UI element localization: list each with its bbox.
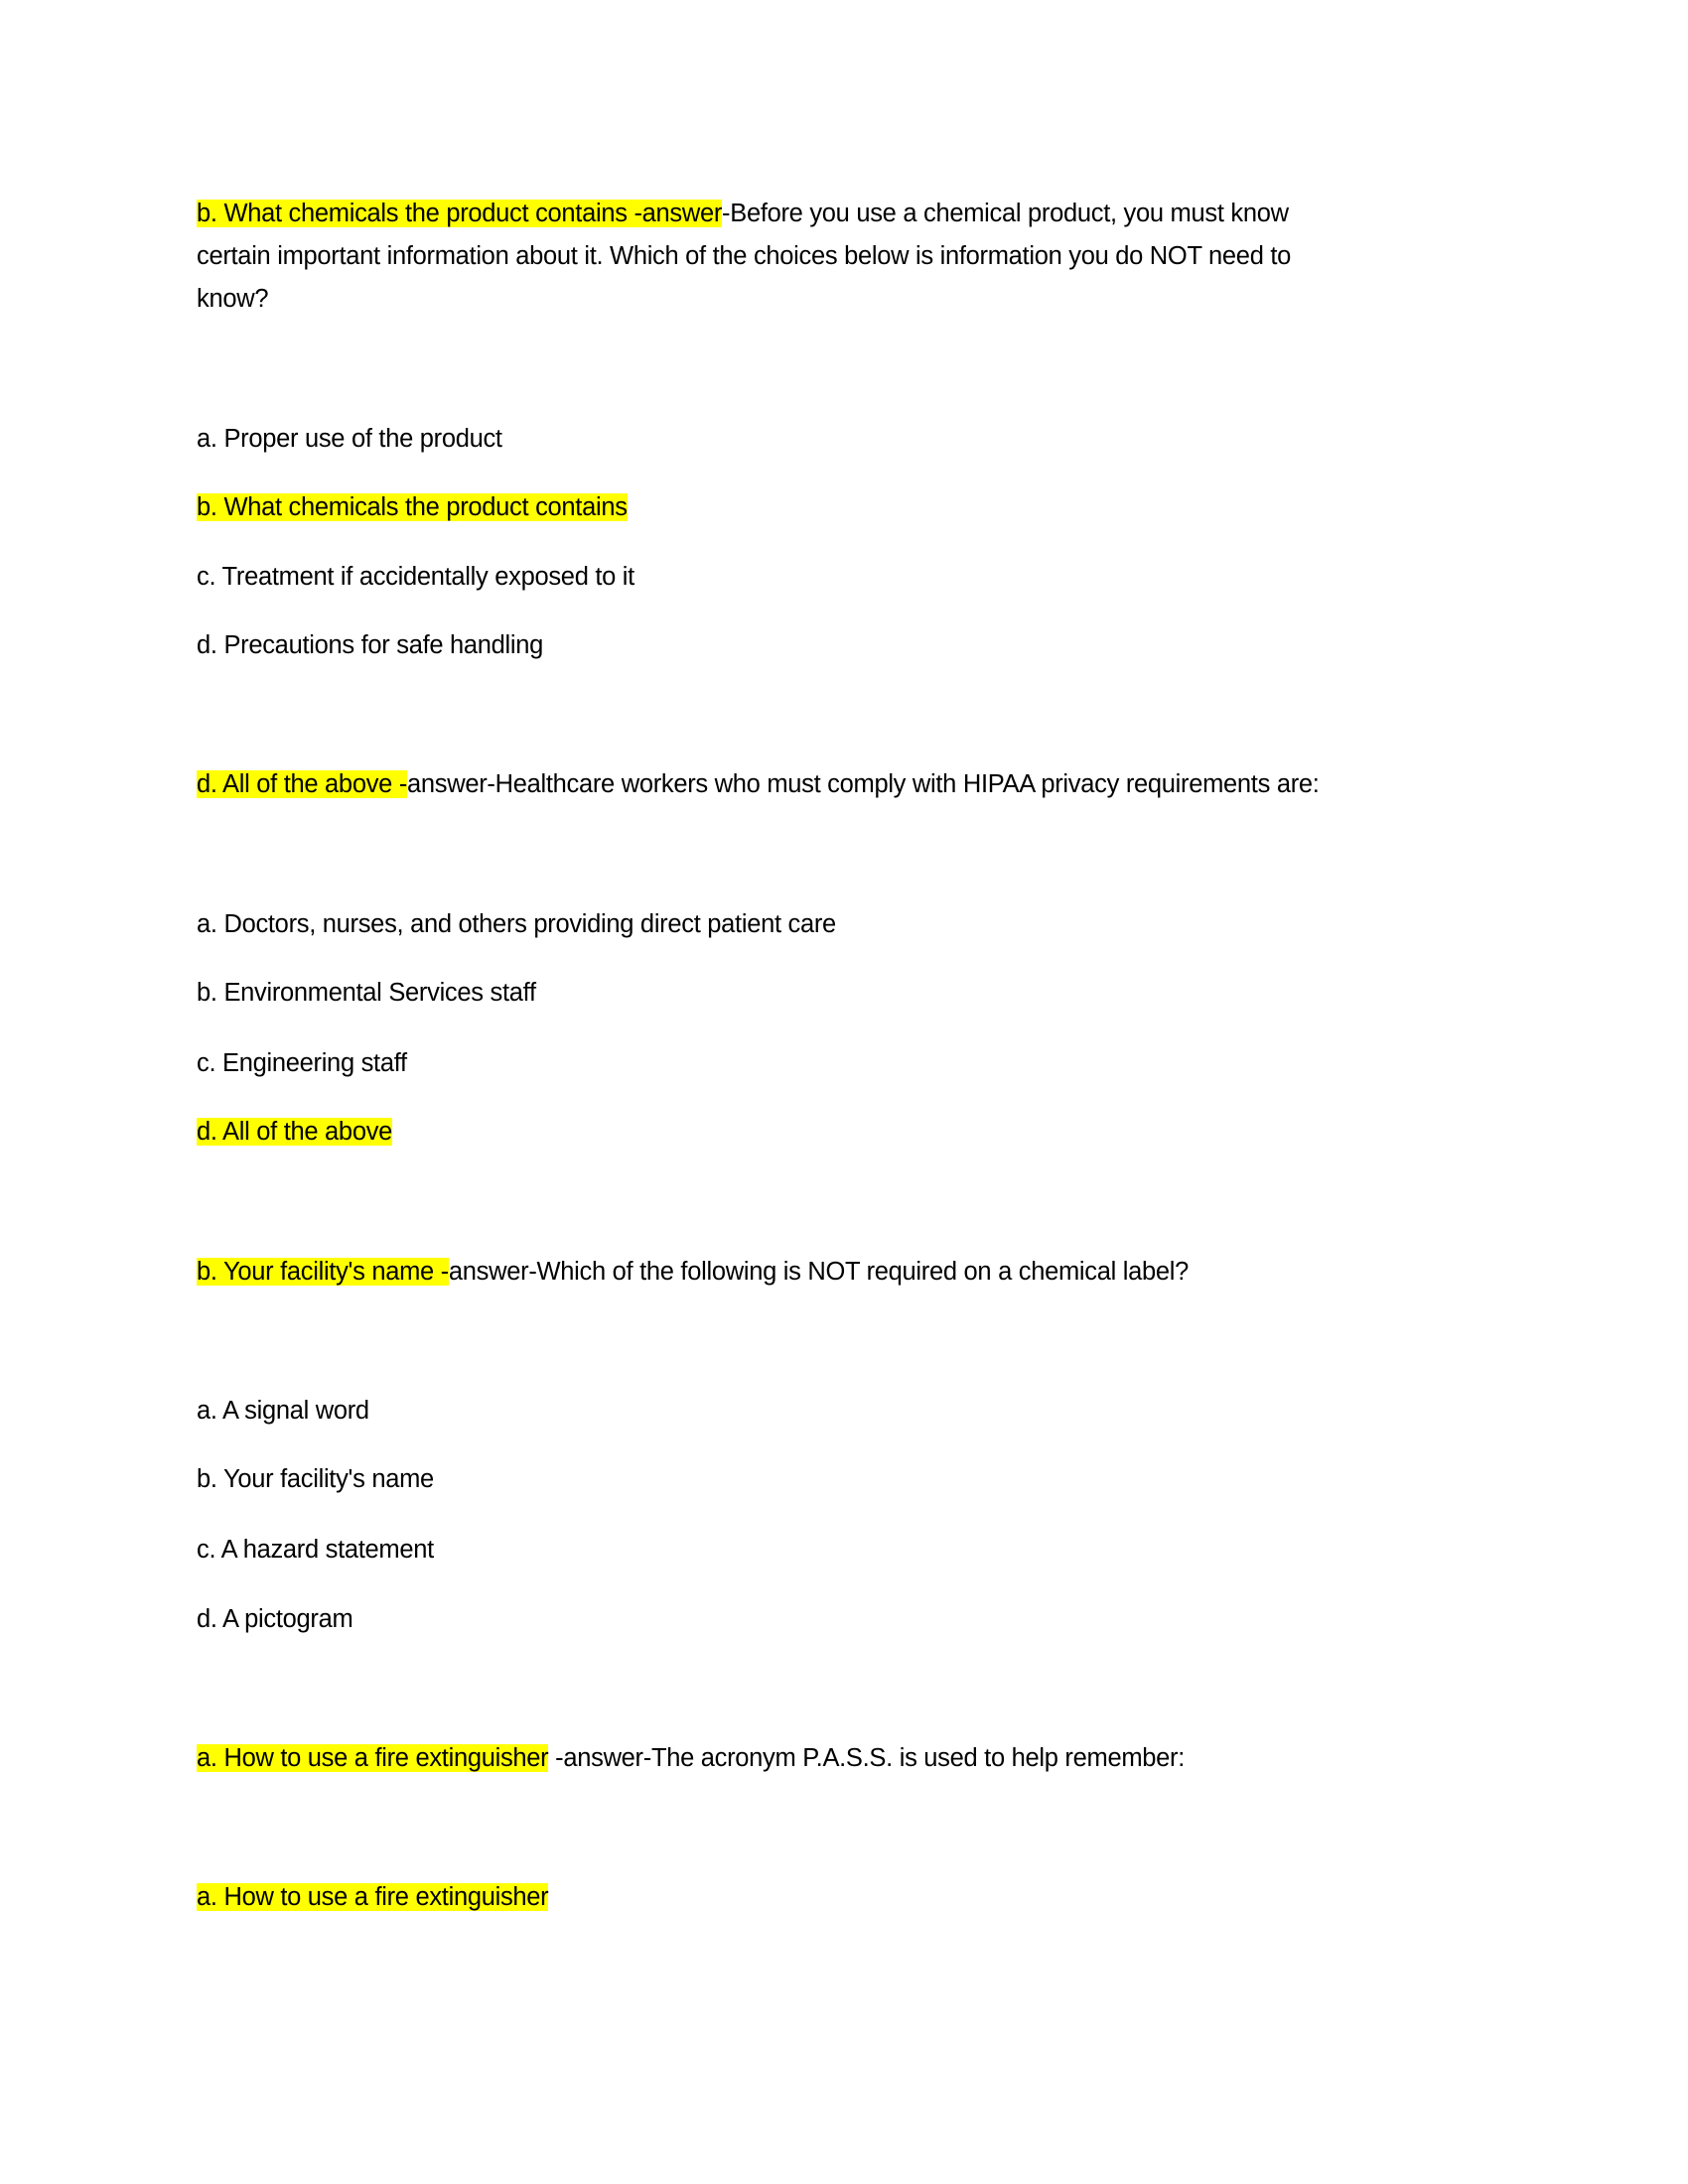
q3-option-d: d. A pictogram [197,1605,353,1633]
q2-question-text: answer-Healthcare workers who must comply with HIPAA privacy requirements are: [407,770,1320,798]
q1-option-b-correct: b. What chemicals the product contains [197,493,628,521]
q3-line-1 [197,1252,1189,1292]
q4-line-1 [197,1738,1185,1778]
q2-line-1 [197,764,1320,804]
q3-option-a: a. A signal word [197,1397,369,1425]
q1-line-1 [197,194,1289,233]
q3-option-c: c. A hazard statement [197,1536,434,1564]
q4-answer-highlight: a. How to use a fire extinguisher [197,1744,549,1772]
q1-option-d: d. Precautions for safe handling [197,631,544,659]
q1-option-c: c. Treatment if accidentally exposed to it [197,563,634,591]
q1-question-text: -Before you use a chemical product, you must know [722,200,1289,227]
q3-option-b: b. Your facility's name [197,1465,434,1493]
q4-question-text: -answer-The acronym P.A.S.S. is used to help remember: [548,1744,1186,1772]
q3-answer-highlight: b. Your facility's name - [197,1258,449,1286]
q2-option-d-correct: d. All of the above [197,1118,393,1146]
q1-line-2: certain important information about it. Which of the choices below is information you do NOT need to [197,242,1292,270]
q4-option-a-correct: a. How to use a fire extinguisher [197,1883,549,1911]
q1-option-a: a. Proper use of the product [197,425,502,453]
q2-option-c: c. Engineering staff [197,1049,407,1077]
q1-answer-highlight: b. What chemicals the product contains -answer [197,200,723,227]
q2-option-b: b. Environmental Services staff [197,979,536,1007]
q2-answer-highlight: d. All of the above - [197,770,408,798]
q3-question-text: answer-Which of the following is NOT required on a chemical label? [448,1258,1190,1286]
q1-line-3: know? [197,285,269,313]
q2-option-a: a. Doctors, nurses, and others providing direct patient care [197,910,836,938]
